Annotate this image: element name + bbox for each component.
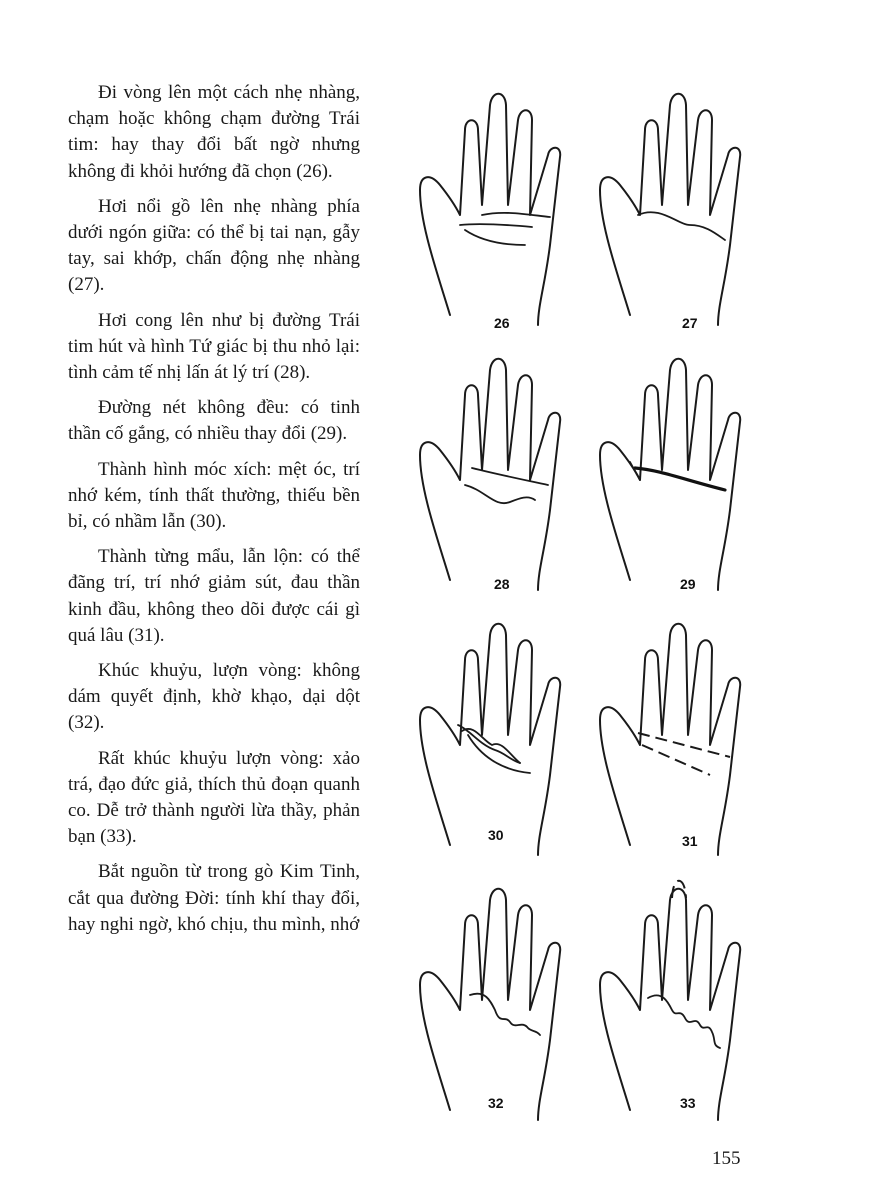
figure-label-28: 28 xyxy=(494,576,510,592)
figure-label-29: 29 xyxy=(680,576,696,592)
hand-drawing-29 xyxy=(590,340,755,600)
figure-label-30: 30 xyxy=(488,827,504,843)
hand-drawing-33 xyxy=(590,870,755,1130)
hand-figure-29 xyxy=(590,340,755,600)
paragraph-continued: Bắt nguồn từ trong gò Kim Tinh, cắt qua đường Đời: tính khí thay đổi, hay nghi ngờ, khó chịu, thu mình, nhớ xyxy=(68,861,360,935)
hand-figure-33 xyxy=(590,870,755,1130)
page-number: 155 xyxy=(712,1148,741,1169)
paragraph-30: Thành hình móc xích: mệt óc, trí nhớ kém, tính thất thường, thiếu bền bỉ, có nhầm lẫn (30). xyxy=(68,458,360,533)
hand-figure-32 xyxy=(410,870,575,1130)
figure-label-27: 27 xyxy=(682,315,698,331)
figure-label-33: 33 xyxy=(680,1095,696,1111)
hand-figures-grid xyxy=(410,75,760,1125)
figure-label-32: 32 xyxy=(488,1095,504,1111)
hand-figure-30 xyxy=(410,605,575,865)
hand-figure-26 xyxy=(410,75,575,335)
hand-drawing-31 xyxy=(590,605,755,865)
paragraph-33: Rất khúc khuỷu lượn vòng: xảo trá, đạo đức giả, thích thủ đoạn quanh co. Dễ trở thành người lừa thầy, phản bạn (33). xyxy=(68,747,360,848)
paragraph-32: Khúc khuỷu, lượn vòng: không dám quyết định, khờ khạo, dại dột (32). xyxy=(68,660,360,734)
hand-drawing-26 xyxy=(410,75,575,335)
hand-drawing-30 xyxy=(410,605,575,865)
text-column xyxy=(68,80,360,947)
hand-figure-31 xyxy=(590,605,755,865)
paragraph-29: Đường nét không đều: có tinh thần cố gắng, có nhiều thay đổi (29). xyxy=(68,397,360,445)
hand-drawing-27 xyxy=(590,75,755,335)
paragraph-26: Đi vòng lên một cách nhẹ nhàng, chạm hoặc không chạm đường Trái tim: hay thay đổi bất ngờ nhưng không đi khỏi hướng đã chọn (26). xyxy=(68,82,360,182)
hand-drawing-28 xyxy=(410,340,575,600)
hand-figure-27 xyxy=(590,75,755,335)
hand-drawing-32 xyxy=(410,870,575,1130)
figure-label-26: 26 xyxy=(494,315,510,331)
paragraph-27: Hơi nổi gồ lên nhẹ nhàng phía dưới ngón giữa: có thể bị tai nạn, gẫy tay, sai khớp, chấn động nhẹ nhàng (27). xyxy=(68,195,360,296)
hand-figure-28 xyxy=(410,340,575,600)
figure-label-31: 31 xyxy=(682,833,698,849)
paragraph-31: Thành từng mẩu, lẫn lộn: có thể đãng trí, trí nhớ giảm sút, đau thần kinh đầu, không theo dõi được cái gì quá lâu (31). xyxy=(68,546,360,646)
paragraph-28: Hơi cong lên như bị đường Trái tim hút và hình Tứ giác bị thu nhỏ lại: tình cảm tế nhị lấn át lý trí (28). xyxy=(68,309,360,384)
